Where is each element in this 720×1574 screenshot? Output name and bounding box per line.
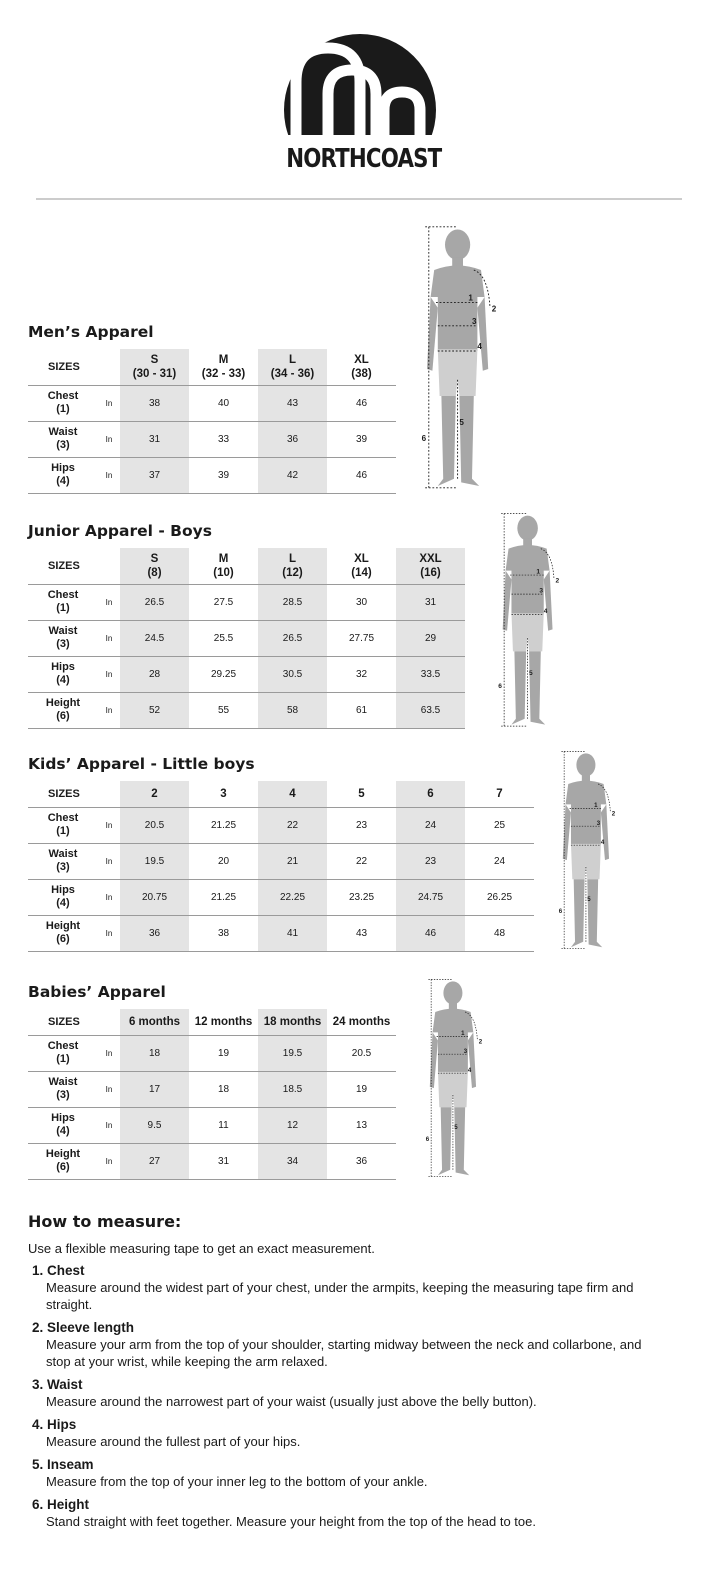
table-cell: 22 <box>327 843 396 879</box>
sizes-label: SIZES <box>28 1009 120 1035</box>
measure-mark-6: 6 <box>421 434 427 443</box>
table-cell: 43 <box>327 915 396 951</box>
measure-code: (1) <box>56 403 70 415</box>
header-divider <box>36 198 682 200</box>
right-leg-shape <box>454 1107 469 1175</box>
babies-body-figure <box>416 978 498 1182</box>
size-column-24-months: 24 months <box>327 1009 396 1035</box>
sizes-label: SIZES <box>28 548 120 584</box>
left-leg-shape <box>438 396 456 486</box>
measure-name: Chest <box>47 390 79 402</box>
head-shape <box>576 753 595 776</box>
row-label <box>28 421 98 457</box>
measure-name: Height <box>45 697 81 709</box>
table-row <box>28 807 534 843</box>
table-cell: 22 <box>258 807 327 843</box>
right-arm-shape <box>544 571 553 631</box>
left-arm-shape <box>563 804 571 860</box>
table-row <box>28 1107 396 1143</box>
measure-mark-1: 1 <box>468 293 473 303</box>
measure-code: (3) <box>56 638 70 650</box>
size-range: (10) <box>213 566 234 579</box>
table-row <box>28 421 396 457</box>
table-cell: 26.5 <box>120 584 189 620</box>
table-cell: 20 <box>189 843 258 879</box>
babies-size-table <box>28 1009 396 1180</box>
table-cell: 28 <box>120 656 189 692</box>
unit-label: In <box>98 1071 120 1107</box>
table-cell: 30.5 <box>258 656 327 692</box>
measure-name: Hips <box>51 1112 75 1124</box>
measure-mark-2: 2 <box>611 810 616 818</box>
table-cell: 25.5 <box>189 620 258 656</box>
row-label <box>28 879 98 915</box>
row-label <box>28 915 98 951</box>
measure-code: (1) <box>56 825 70 837</box>
row-label <box>28 656 98 692</box>
step-chest <box>28 1262 668 1313</box>
measure-code: (6) <box>56 933 70 945</box>
northcoast-logo-icon <box>280 30 440 142</box>
unit-label: In <box>98 656 120 692</box>
table-cell: 39 <box>327 421 396 457</box>
measure-code: (1) <box>56 1053 70 1065</box>
table-cell: 21.25 <box>189 807 258 843</box>
unit-label: In <box>98 385 120 421</box>
table-cell: 41 <box>258 915 327 951</box>
table-cell: 27.75 <box>327 620 396 656</box>
step-title: 2. Sleeve length <box>32 1320 135 1335</box>
step-description: Measure your arm from the top of your shoulder, starting midway between the neck and collarbone, and stop at your wrist, while keeping the arm relaxed. <box>46 1337 642 1369</box>
row-label <box>28 1107 98 1143</box>
left-arm-shape <box>503 571 512 631</box>
table-cell: 40 <box>189 385 258 421</box>
table-cell: 18 <box>189 1071 258 1107</box>
size-column-2: 2 <box>120 781 189 807</box>
table-cell: 38 <box>120 385 189 421</box>
measure-mark-5: 5 <box>454 1123 458 1131</box>
sizes-label: SIZES <box>28 349 120 385</box>
junior-body-figure <box>492 512 572 732</box>
measure-code: (3) <box>56 861 70 873</box>
shorts-shape <box>511 613 543 651</box>
measure-code: (6) <box>56 1161 70 1173</box>
measure-code: (3) <box>56 439 70 451</box>
size-range: (14) <box>351 566 372 579</box>
measure-name: Chest <box>47 812 79 824</box>
table-cell: 46 <box>396 915 465 951</box>
table-cell: 33 <box>189 421 258 457</box>
table-cell: 31 <box>120 421 189 457</box>
unit-label: In <box>98 915 120 951</box>
unit-label: In <box>98 457 120 493</box>
size-column-5: 5 <box>327 781 396 807</box>
unit-label: In <box>98 620 120 656</box>
torso-shape <box>431 266 485 352</box>
row-label <box>28 1071 98 1107</box>
size-column-18-months: 18 months <box>258 1009 327 1035</box>
sizes-label: SIZES <box>28 781 120 807</box>
shorts-shape <box>438 1072 468 1107</box>
size-column-xl <box>327 548 396 584</box>
step-description: Measure around the fullest part of your hips. <box>46 1434 301 1449</box>
size-name: S <box>150 353 159 366</box>
size-name: XXL <box>419 552 442 565</box>
row-label <box>28 807 98 843</box>
how-to-measure <box>28 1212 668 1530</box>
measure-name: Waist <box>48 625 78 637</box>
step-description: Measure around the widest part of your chest, under the armpits, keeping the measuring tape firm and straight. <box>46 1280 634 1312</box>
size-range: (12) <box>282 566 303 579</box>
table-cell: 37 <box>120 457 189 493</box>
table-row <box>28 620 465 656</box>
size-header-row <box>28 548 465 584</box>
right-leg-shape <box>459 396 479 486</box>
head-shape <box>445 230 470 261</box>
table-cell: 61 <box>327 692 396 728</box>
table-cell: 34 <box>258 1143 327 1179</box>
size-column-xl <box>327 349 396 385</box>
table-row <box>28 1035 396 1071</box>
table-cell: 18.5 <box>258 1071 327 1107</box>
size-column-12-months: 12 months <box>189 1009 258 1035</box>
measure-code: (6) <box>56 710 70 722</box>
measure-mark-1: 1 <box>461 1030 465 1038</box>
body-silhouette-icon <box>418 222 508 498</box>
torso-shape <box>433 1009 474 1074</box>
measure-mark-6: 6 <box>425 1136 430 1144</box>
table-row <box>28 692 465 728</box>
size-column-l <box>258 548 327 584</box>
size-column-3: 3 <box>189 781 258 807</box>
left-leg-shape <box>438 1107 452 1175</box>
unit-label: In <box>98 1107 120 1143</box>
kids-apparel-section <box>28 755 534 952</box>
measure-name: Waist <box>48 426 78 438</box>
measure-mark-2: 2 <box>491 304 497 314</box>
size-column-s <box>120 349 189 385</box>
size-name: M <box>218 552 229 565</box>
brand-logo <box>270 30 450 180</box>
size-range: (38) <box>351 367 372 380</box>
table-cell: 20.5 <box>327 1035 396 1071</box>
table-cell: 18 <box>120 1035 189 1071</box>
table-cell: 28.5 <box>258 584 327 620</box>
shorts-shape <box>571 844 601 879</box>
size-column-m <box>189 349 258 385</box>
table-cell: 29 <box>396 620 465 656</box>
men-apparel-section <box>28 323 396 494</box>
table-cell: 23 <box>327 807 396 843</box>
measure-mark-2: 2 <box>478 1038 483 1046</box>
unit-label: In <box>98 807 120 843</box>
right-leg-shape <box>587 879 602 947</box>
step-sleeve-length <box>28 1319 668 1370</box>
measure-mark-6: 6 <box>498 683 502 690</box>
table-row <box>28 385 396 421</box>
size-header-row <box>28 781 534 807</box>
size-name: M <box>218 353 229 366</box>
size-name: XL <box>354 552 369 565</box>
row-label <box>28 1143 98 1179</box>
step-description: Measure around the narrowest part of your waist (usually just above the belly button). <box>46 1394 537 1409</box>
table-cell: 36 <box>120 915 189 951</box>
step-title: 5. Inseam <box>32 1457 94 1472</box>
row-label <box>28 385 98 421</box>
table-row <box>28 656 465 692</box>
measure-name: Chest <box>47 589 79 601</box>
table-cell: 24 <box>465 843 534 879</box>
step-title: 1. Chest <box>32 1263 85 1278</box>
table-row <box>28 457 396 493</box>
measure-name: Hips <box>51 462 75 474</box>
right-arm-shape <box>601 804 609 860</box>
size-column-xxl <box>396 548 465 584</box>
step-title: 3. Waist <box>32 1377 83 1392</box>
table-cell: 9.5 <box>120 1107 189 1143</box>
measure-code: (4) <box>56 897 70 909</box>
measure-mark-3: 3 <box>539 587 544 595</box>
size-column-l <box>258 349 327 385</box>
torso-shape <box>506 545 550 615</box>
size-name: L <box>288 552 297 565</box>
neck-shape <box>452 257 463 266</box>
row-label <box>28 620 98 656</box>
measure-name: Height <box>45 920 81 932</box>
size-range: (30 - 31) <box>132 367 177 380</box>
table-cell: 25 <box>465 807 534 843</box>
body-silhouette-icon <box>492 512 572 732</box>
size-range: (34 - 36) <box>270 367 315 380</box>
size-column-6-months: 6 months <box>120 1009 189 1035</box>
head-shape <box>443 981 462 1004</box>
table-cell: 11 <box>189 1107 258 1143</box>
howto-title: How to measure: <box>28 1212 182 1231</box>
size-name: L <box>288 353 297 366</box>
neck-shape <box>523 538 532 545</box>
unit-label: In <box>98 421 120 457</box>
row-label <box>28 584 98 620</box>
table-cell: 17 <box>120 1071 189 1107</box>
table-cell: 20.5 <box>120 807 189 843</box>
junior-size-table <box>28 548 465 729</box>
row-label <box>28 843 98 879</box>
row-label <box>28 1035 98 1071</box>
table-cell: 52 <box>120 692 189 728</box>
measure-code: (4) <box>56 475 70 487</box>
table-cell: 12 <box>258 1107 327 1143</box>
unit-label: In <box>98 692 120 728</box>
measure-mark-5: 5 <box>459 417 464 427</box>
shorts-shape <box>438 349 478 396</box>
step-waist <box>28 1376 668 1410</box>
table-cell: 19.5 <box>120 843 189 879</box>
measure-mark-3: 3 <box>472 317 477 326</box>
table-cell: 26.25 <box>465 879 534 915</box>
size-column-7: 7 <box>465 781 534 807</box>
section-title: Kids’ Apparel - Little boys <box>28 755 255 773</box>
left-arm-shape <box>427 297 438 371</box>
table-cell: 22.25 <box>258 879 327 915</box>
measure-mark-2: 2 <box>555 577 560 585</box>
measure-code: (1) <box>56 602 70 614</box>
measure-name: Height <box>45 1148 81 1160</box>
table-cell: 19.5 <box>258 1035 327 1071</box>
head-shape <box>517 516 538 541</box>
measure-name: Chest <box>47 1040 79 1052</box>
step-hips <box>28 1416 668 1450</box>
torso-shape <box>566 781 607 846</box>
table-cell: 13 <box>327 1107 396 1143</box>
table-cell: 21 <box>258 843 327 879</box>
table-row <box>28 843 534 879</box>
step-description: Measure from the top of your inner leg to the bottom of your ankle. <box>46 1474 428 1489</box>
measure-mark-4: 4 <box>467 1066 472 1074</box>
measure-mark-3: 3 <box>463 1047 468 1055</box>
table-cell: 48 <box>465 915 534 951</box>
kids-body-figure <box>550 750 630 954</box>
table-cell: 31 <box>396 584 465 620</box>
table-row <box>28 879 534 915</box>
brand-wordmark: NORTHCOAST <box>286 144 442 174</box>
table-cell: 32 <box>327 656 396 692</box>
row-label <box>28 457 98 493</box>
size-range: (16) <box>420 566 441 579</box>
table-cell: 26.5 <box>258 620 327 656</box>
table-cell: 38 <box>189 915 258 951</box>
table-cell: 27 <box>120 1143 189 1179</box>
table-cell: 58 <box>258 692 327 728</box>
measure-code: (3) <box>56 1089 70 1101</box>
measure-mark-4: 4 <box>543 608 548 616</box>
size-header-row <box>28 349 396 385</box>
left-leg-shape <box>571 879 585 947</box>
step-title: 4. Hips <box>32 1417 77 1432</box>
size-range: (8) <box>147 566 162 579</box>
left-arm-shape <box>430 1032 438 1088</box>
table-cell: 36 <box>327 1143 396 1179</box>
table-cell: 24.5 <box>120 620 189 656</box>
unit-label: In <box>98 584 120 620</box>
unit-label: In <box>98 1143 120 1179</box>
table-cell: 55 <box>189 692 258 728</box>
table-cell: 30 <box>327 584 396 620</box>
size-column-s <box>120 548 189 584</box>
measure-name: Waist <box>48 1076 78 1088</box>
table-row <box>28 1071 396 1107</box>
table-cell: 24.75 <box>396 879 465 915</box>
table-row <box>28 1143 396 1179</box>
section-title: Men’s Apparel <box>28 323 154 341</box>
measure-name: Hips <box>51 884 75 896</box>
body-silhouette-icon <box>550 750 630 954</box>
measure-code: (4) <box>56 1125 70 1137</box>
table-cell: 20.75 <box>120 879 189 915</box>
table-cell: 29.25 <box>189 656 258 692</box>
size-name: S <box>150 552 159 565</box>
step-height <box>28 1496 668 1530</box>
size-column-6: 6 <box>396 781 465 807</box>
table-cell: 31 <box>189 1143 258 1179</box>
body-silhouette-icon <box>416 978 498 1182</box>
kids-size-table <box>28 781 534 952</box>
table-row <box>28 915 534 951</box>
measure-code: (4) <box>56 674 70 686</box>
table-cell: 27.5 <box>189 584 258 620</box>
step-inseam <box>28 1456 668 1490</box>
size-name: XL <box>354 353 369 366</box>
table-cell: 24 <box>396 807 465 843</box>
left-leg-shape <box>511 651 526 724</box>
right-arm-shape <box>468 1032 476 1088</box>
unit-label: In <box>98 879 120 915</box>
table-cell: 21.25 <box>189 879 258 915</box>
junior-apparel-section <box>28 522 465 729</box>
measure-mark-1: 1 <box>594 802 598 810</box>
men-size-table <box>28 349 396 494</box>
section-title: Babies’ Apparel <box>28 983 166 1001</box>
size-column-m <box>189 548 258 584</box>
measure-mark-6: 6 <box>558 908 563 916</box>
right-leg-shape <box>529 651 545 724</box>
table-cell: 33.5 <box>396 656 465 692</box>
measure-mark-5: 5 <box>587 895 591 903</box>
size-header-row <box>28 1009 396 1035</box>
table-cell: 36 <box>258 421 327 457</box>
step-title: 6. Height <box>32 1497 90 1512</box>
table-cell: 23.25 <box>327 879 396 915</box>
right-arm-shape <box>477 297 488 371</box>
table-cell: 19 <box>189 1035 258 1071</box>
neck-shape <box>449 1002 457 1009</box>
step-description: Stand straight with feet together. Measure your height from the top of the head to toe. <box>46 1514 536 1529</box>
table-cell: 43 <box>258 385 327 421</box>
howto-intro: Use a flexible measuring tape to get an exact measurement. <box>28 1241 375 1256</box>
measure-mark-4: 4 <box>477 342 482 352</box>
table-cell: 42 <box>258 457 327 493</box>
section-title: Junior Apparel - Boys <box>28 522 212 540</box>
measure-mark-1: 1 <box>536 568 541 576</box>
unit-label: In <box>98 1035 120 1071</box>
unit-label: In <box>98 843 120 879</box>
table-cell: 46 <box>327 385 396 421</box>
table-cell: 39 <box>189 457 258 493</box>
size-column-4: 4 <box>258 781 327 807</box>
babies-apparel-section <box>28 983 396 1180</box>
row-label <box>28 692 98 728</box>
measure-name: Waist <box>48 848 78 860</box>
table-cell: 63.5 <box>396 692 465 728</box>
measure-mark-5: 5 <box>529 669 533 677</box>
table-cell: 46 <box>327 457 396 493</box>
table-cell: 23 <box>396 843 465 879</box>
size-range: (32 - 33) <box>201 367 246 380</box>
table-row <box>28 584 465 620</box>
men-body-figure <box>418 222 508 498</box>
table-cell: 19 <box>327 1071 396 1107</box>
neck-shape <box>582 774 590 781</box>
measure-mark-4: 4 <box>600 838 605 846</box>
measure-name: Hips <box>51 661 75 673</box>
measure-mark-3: 3 <box>596 819 601 827</box>
